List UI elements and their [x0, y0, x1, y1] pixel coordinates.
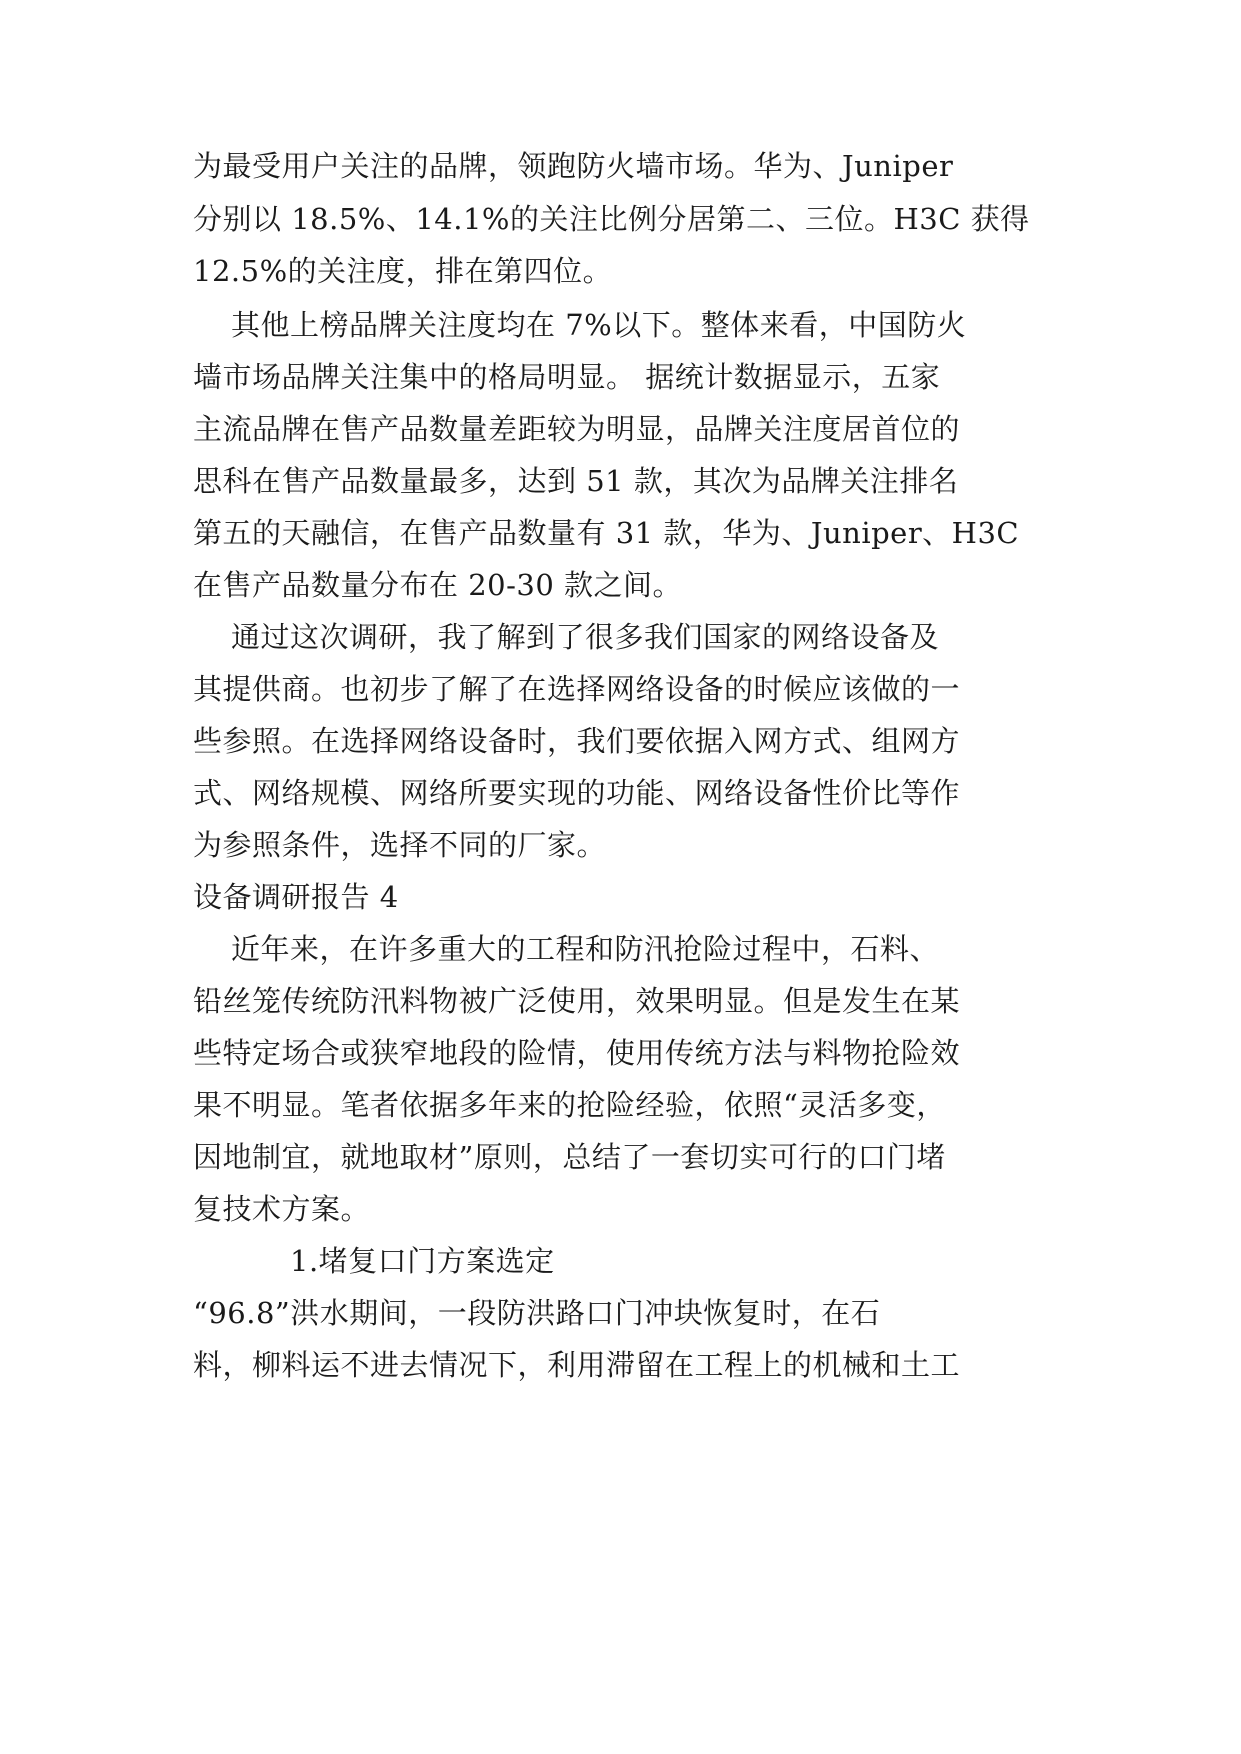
text-line: 式、网络规模、网络所要实现的功能、网络设备性价比等作: [193, 776, 961, 810]
text-line: 12.5%的关注度，排在第四位。: [193, 254, 613, 288]
paragraph-start-line: 通过这次调研，我了解到了很多我们国家的网络设备及: [231, 620, 940, 654]
text-line: 复技术方案。: [193, 1192, 371, 1226]
text-line: 在售产品数量分布在 20-30 款之间。: [193, 568, 683, 602]
subsection-title: 1.堵复口门方案选定: [290, 1244, 555, 1278]
text-line: 果不明显。笔者依据多年来的抢险经验，依照“灵活多变，: [193, 1088, 946, 1122]
text-line: 其提供商。也初步了解了在选择网络设备的时候应该做的一: [193, 672, 961, 706]
text-line: 墙市场品牌关注集中的格局明显。 据统计数据显示，五家: [193, 360, 941, 394]
text-line: 分别以 18.5%、14.1%的关注比例分居第二、三位。H3C 获得: [193, 202, 1030, 236]
text-line: 为最受用户关注的品牌，领跑防火墙市场。华为、Juniper: [193, 149, 954, 183]
text-line: 第五的天融信，在售产品数量有 31 款，华为、Juniper、H3C: [193, 516, 1020, 550]
text-line: 思科在售产品数量最多，达到 51 款，其次为品牌关注排名: [193, 464, 959, 498]
text-line: 为参照条件，选择不同的厂家。: [193, 828, 607, 862]
text-line: 些特定场合或狭窄地段的险情，使用传统方法与料物抢险效: [193, 1036, 961, 1070]
text-line: 主流品牌在售产品数量差距较为明显，品牌关注度居首位的: [193, 412, 961, 446]
section-title: 设备调研报告 4: [193, 880, 399, 914]
paragraph-start-line: 其他上榜品牌关注度均在 7%以下。整体来看，中国防火: [231, 308, 967, 342]
text-line: 因地制宜，就地取材”原则，总结了一套切实可行的口门堵: [193, 1140, 946, 1174]
text-line: 些参照。在选择网络设备时，我们要依据入网方式、组网方: [193, 724, 961, 758]
text-line: 铅丝笼传统防汛料物被广泛使用，效果明显。但是发生在某: [193, 984, 961, 1018]
text-line: 料，柳料运不进去情况下，利用滞留在工程上的机械和土工: [193, 1348, 961, 1382]
paragraph-start-line: “96.8”洪水期间，一段防洪路口门冲块恢复时，在石: [193, 1296, 881, 1330]
paragraph-start-line: 近年来，在许多重大的工程和防汛抢险过程中，石料、: [231, 932, 940, 966]
